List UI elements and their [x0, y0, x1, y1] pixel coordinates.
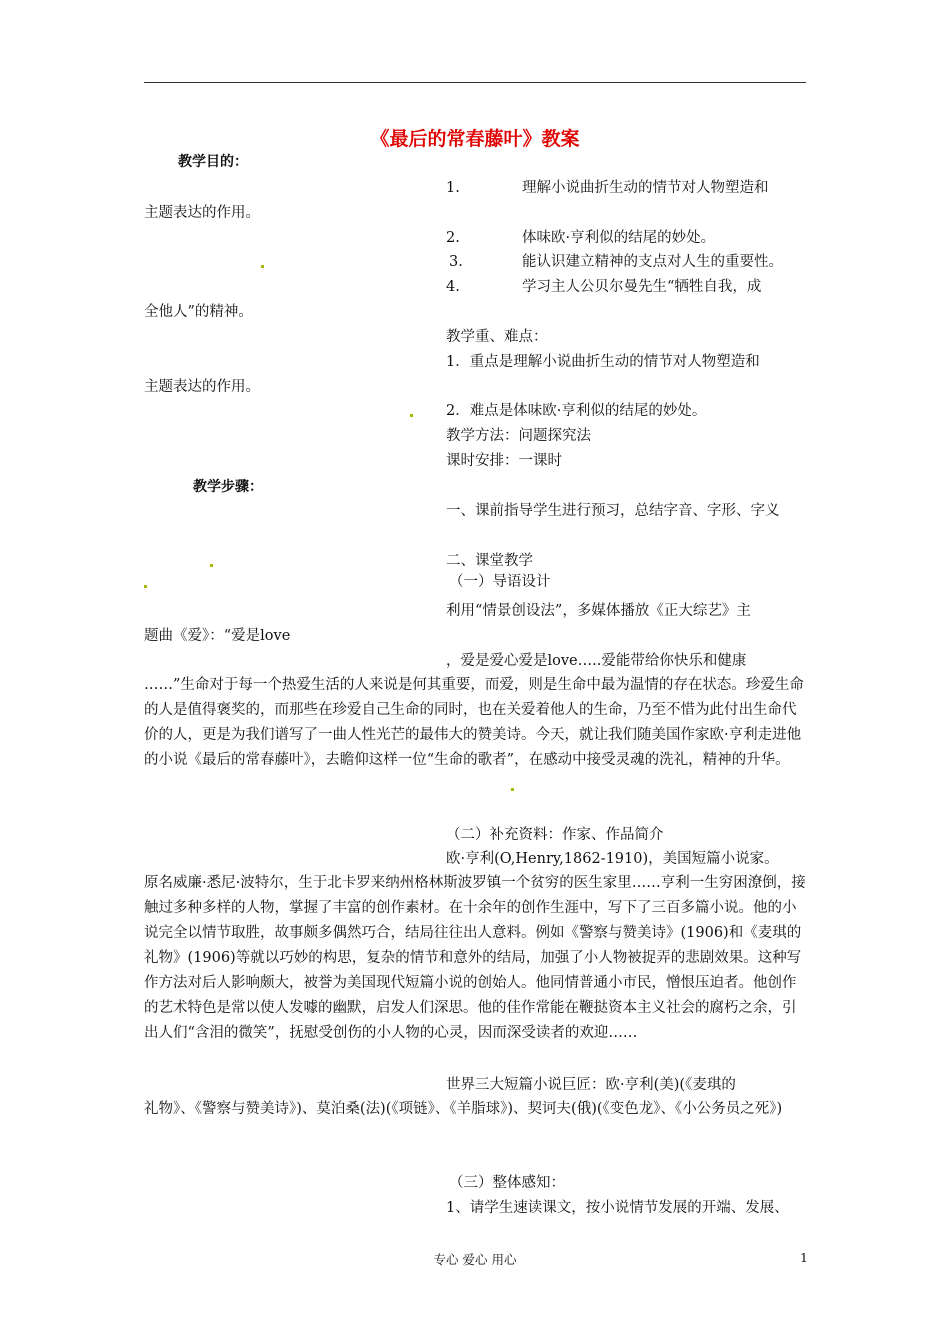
task-1: 1、请学生速读课文，按小说情节发展的开端、发展、: [446, 1200, 789, 1216]
intro-line-2: 题曲《爱》：“爱是love: [144, 628, 291, 644]
author-paragraph: 原名威廉·悉尼·波特尔，生于北卡罗来纳州格林斯波罗镇一个贫穷的医生家里……亨利一生穷困潦倒，接触过多种多样的人物，掌握了丰富的创作素材。在十余年的创作生涯中，写下了三百多篇小说。他的小说完全以情节取胜，故事颇多偶然巧合，结局往往出人意料。例如《警察与赞美诗》(1906)和《麦琪的礼物》(1906)等就以巧妙的构思，复杂的情节和意外的结局，加强了小人物被捉弄的悲剧效果。这种写作方法对后人影响颇大，被誉为美国现代短篇小说的创始人。他同情普通小市民，憎恨压迫者。他创作的艺术特色是常以使人发噱的幽默，启发人们深思。他的佳作常能在鞭挞资本主义社会的腐朽之余，引出人们“含泪的微笑”，抚慰受创伤的小人物的心灵，因而深受读者的欢迎……: [144, 875, 806, 1041]
decorative-dot: [261, 265, 264, 268]
objective-4-cont: 全他人”的精神。: [144, 304, 253, 320]
decorative-dot: [144, 585, 147, 588]
steps-heading: 教学步骤：: [193, 479, 263, 495]
objective-3-text: 能认识建立精神的支点对人生的重要性。: [522, 254, 783, 270]
intro-paragraph: ……”生命对于每一个热爱生活的人来说是何其重要，而爱，则是生命中最为温情的存在状态。珍爱生命的人是值得褒奖的，而那些在珍爱自己生命的同时，也在关爱着他人的生命，乃至不惜为此付出生命代价的人，更是为我们谱写了一曲人性光芒的最伟大的赞美诗。今天，就让我们随美国作家欧·亨利走进他的小说《最后的常春藤叶》，去瞻仰这样一位“生命的歌者”，在感动中接受灵魂的洗礼，精神的升华。: [144, 677, 804, 768]
footer-motto: 专心 爱心 用心: [433, 1252, 517, 1267]
key-point-1: 1．重点是理解小说曲折生动的情节对人物塑造和: [446, 354, 760, 370]
masters-line-1: 世界三大短篇小说巨匠：欧·亨利(美)(《麦琪的: [446, 1077, 736, 1093]
author-line-1: 欧·亨利(O,Henry,1862-1910)，美国短篇小说家。: [446, 851, 779, 867]
masters-paragraph: 礼物》、《警察与赞美诗》)、莫泊桑(法)(《项链》、《羊脂球》)、契诃夫(俄)(《变色龙》、《小公务员之死》): [144, 1101, 783, 1117]
intro-line-1: 利用“情景创设法”，多媒体播放《正大综艺》主: [446, 603, 751, 619]
objective-2-text: 体味欧·亨利似的结尾的妙处。: [522, 230, 716, 246]
section-intro-design: （一）导语设计: [449, 574, 551, 590]
key-point-1-cont: 主题表达的作用。: [144, 379, 260, 395]
objective-1-num: 1.: [446, 180, 460, 196]
objective-3: [449, 252, 783, 272]
decorative-dot: [210, 564, 213, 567]
objective-1-cont: 主题表达的作用。: [144, 205, 260, 221]
objective-1: [446, 178, 769, 198]
objective-2-num: 2.: [446, 230, 460, 246]
objectives-heading: 教学目的：: [178, 154, 248, 170]
step-2: 二、课堂教学: [446, 553, 533, 569]
intro-line-3: ，爱是爱心爱是love…..爱能带给你快乐和健康: [446, 653, 747, 669]
objective-1-text: 理解小说曲折生动的情节对人物塑造和: [522, 180, 769, 196]
section-author-info: （二）补充资料：作家、作品简介: [446, 827, 664, 843]
document-title: 《最后的常春藤叶》教案: [370, 128, 580, 150]
decorative-dot: [410, 414, 413, 417]
class-schedule: 课时安排：一课时: [446, 453, 562, 469]
objective-4: [446, 277, 761, 297]
section-overall-perception: （三）整体感知：: [449, 1175, 565, 1191]
step-1: 一、课前指导学生进行预习，总结字音、字形、字义: [446, 503, 780, 519]
teaching-method: 教学方法：问题探究法: [446, 428, 591, 444]
header-rule: [144, 82, 806, 83]
decorative-dot: [511, 788, 514, 791]
key-point-2: 2．难点是体味欧·亨利似的结尾的妙处。: [446, 403, 707, 419]
objective-4-text: 学习主人公贝尔曼先生“牺牲自我，成: [522, 279, 762, 295]
objective-4-num: 4.: [446, 279, 460, 295]
objective-2: [446, 228, 715, 248]
page-number: 1: [800, 1250, 808, 1265]
key-points-heading: 教学重、难点：: [446, 329, 548, 345]
objective-3-num: 3.: [449, 254, 463, 270]
